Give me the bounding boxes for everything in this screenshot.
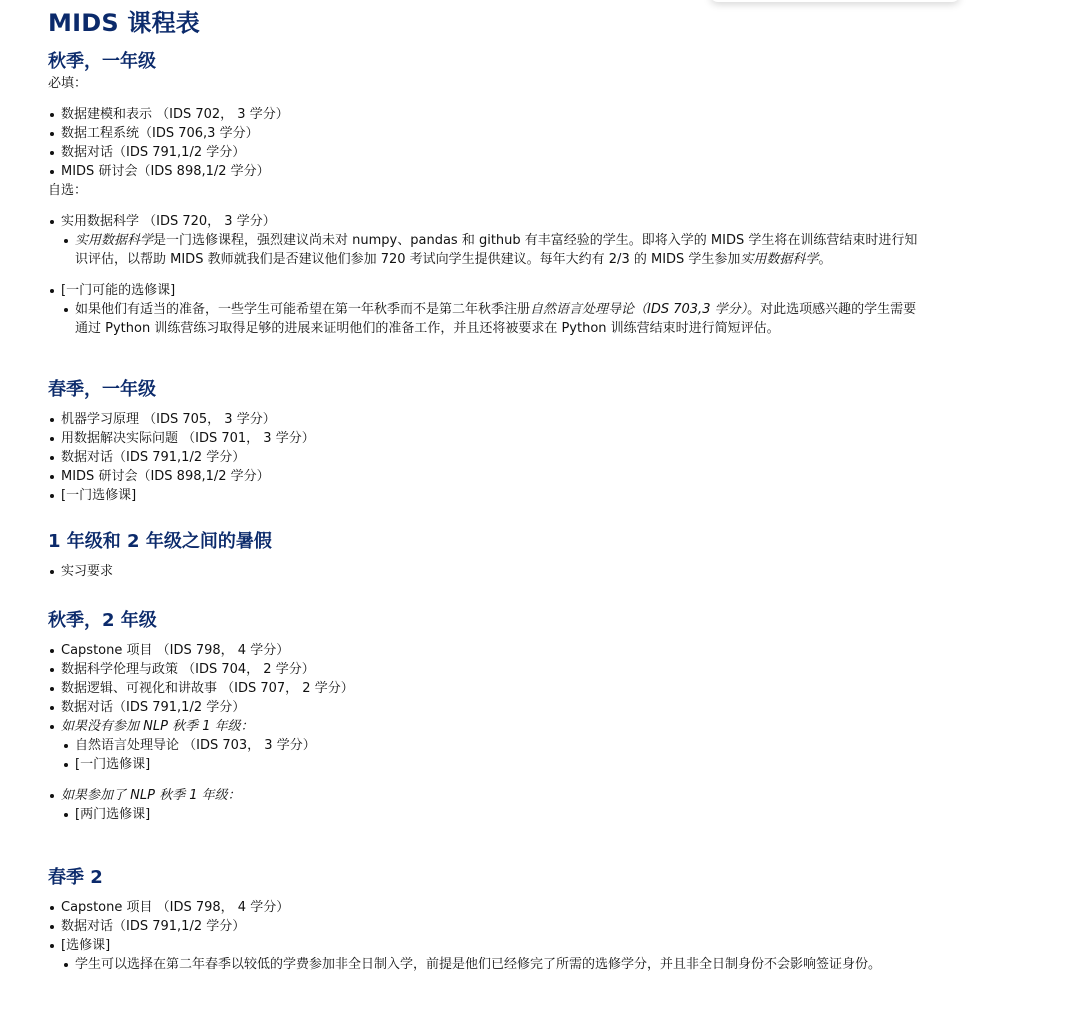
note-text: 。 xyxy=(818,252,832,267)
elective-label: [选修课] xyxy=(61,938,111,953)
spring-1-course-list xyxy=(48,410,928,505)
document-body xyxy=(48,0,928,974)
practical-ds-notes xyxy=(61,231,928,269)
practical-ds-label: 实用数据科学 （IDS 720， 3 学分） xyxy=(61,214,276,229)
list-item: 数据工程系统（IDS 706,3 学分） xyxy=(61,124,928,143)
list-item: 实习要求 xyxy=(61,562,928,581)
list-item: 数据对话（IDS 791,1/2 学分） xyxy=(61,448,928,467)
list-item: 学生可以选择在第二年春季以较低的学费参加非全日制入学，前提是他们已经修完了所需的选修学分，并且非全日制身份不会影响签证身份。 xyxy=(75,955,928,974)
list-item xyxy=(75,300,928,338)
list-item: 自然语言处理导论 （IDS 703， 3 学分） xyxy=(75,736,928,755)
elective-notes xyxy=(61,955,928,974)
emphasis-text: 自然语言处理导论（IDS 703,3 学分） xyxy=(530,302,748,317)
required-course-list xyxy=(48,105,928,181)
summer-list xyxy=(48,562,928,581)
elective-label: 自选： xyxy=(48,183,88,198)
list-item xyxy=(61,281,928,338)
heading-fall-1: 秋季，一年级 xyxy=(48,51,156,72)
list-item: 数据建模和表示 （IDS 702， 3 学分） xyxy=(61,105,928,124)
list-item: 数据科学伦理与政策 （IDS 704， 2 学分） xyxy=(61,660,928,679)
list-item: 用数据解决实际问题 （IDS 701， 3 学分） xyxy=(61,429,928,448)
list-item: Capstone 项目 （IDS 798， 4 学分） xyxy=(61,641,928,660)
no-nlp-list xyxy=(61,736,928,774)
page-title: MIDS 课程表 xyxy=(48,9,200,37)
heading-spring-1: 春季，一年级 xyxy=(48,379,156,400)
note-text: 如果他们有适当的准备，一些学生可能希望在第一年秋季而不是第二年秋季注册 xyxy=(75,302,531,317)
list-item: [一门选修课] xyxy=(61,486,928,505)
list-item xyxy=(61,936,928,974)
list-item: 数据对话（IDS 791,1/2 学分） xyxy=(61,143,928,162)
list-item: 机器学习原理 （IDS 705， 3 学分） xyxy=(61,410,928,429)
list-item: MIDS 研讨会（IDS 898,1/2 学分） xyxy=(61,467,928,486)
note-text: 是一门选修课程，强烈建议尚未对 numpy、pandas 和 github 有丰富经验的学生。即将入学的 MIDS 学生将在训练营结束时进行知识评估，以帮助 MIDS 教师就我们是否建议他们参加 720 考试向学生提供建议。每年大约有 2/3 的 MIDS 学生参加 xyxy=(75,233,918,267)
list-item: 数据对话（IDS 791,1/2 学分） xyxy=(61,917,928,936)
note-text: 。对此选项感兴趣的学生需要通过 Python 训练营练习取得足够的进展来证明他们的准备工作，并且还将被要求在 Python 训练营结束时进行简短评估。 xyxy=(75,302,917,336)
heading-fall-2: 秋季，2 年级 xyxy=(48,610,157,631)
list-item: 数据逻辑、可视化和讲故事 （IDS 707， 2 学分） xyxy=(61,679,928,698)
elective-course-list xyxy=(48,212,928,338)
list-item: Capstone 项目 （IDS 798， 4 学分） xyxy=(61,898,928,917)
with-nlp-list xyxy=(61,805,928,824)
list-item xyxy=(61,212,928,269)
list-item xyxy=(61,786,928,824)
list-item: [一门选修课] xyxy=(75,755,928,774)
list-item: 数据对话（IDS 791,1/2 学分） xyxy=(61,698,928,717)
possible-elective-label: [一门可能的选修课] xyxy=(61,283,176,298)
emphasis-text: 实用数据科学 xyxy=(740,252,819,267)
list-item: [两门选修课] xyxy=(75,805,928,824)
emphasis-text: 实用数据科学 xyxy=(75,233,154,248)
spring-2-course-list xyxy=(48,898,928,974)
with-nlp-label: 如果参加了 NLP 秋季 1 年级： xyxy=(61,788,241,803)
list-item xyxy=(75,231,928,269)
list-item: MIDS 研讨会（IDS 898,1/2 学分） xyxy=(61,162,928,181)
heading-summer: 1 年级和 2 年级之间的暑假 xyxy=(48,531,272,552)
heading-spring-2: 春季 2 xyxy=(48,867,103,888)
required-label: 必填： xyxy=(48,76,88,91)
no-nlp-label: 如果没有参加 NLP 秋季 1 年级： xyxy=(61,719,254,734)
possible-elective-notes xyxy=(61,300,928,338)
fall-2-course-list xyxy=(48,641,928,824)
list-item xyxy=(61,717,928,774)
